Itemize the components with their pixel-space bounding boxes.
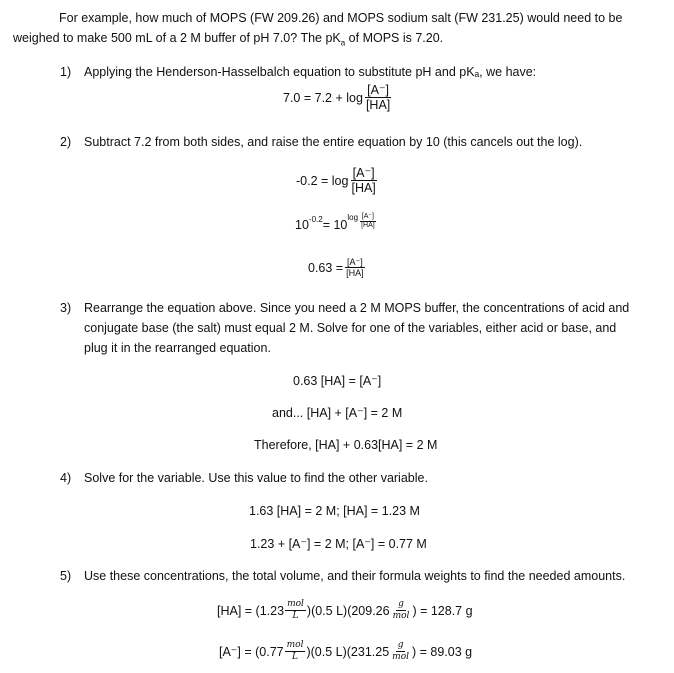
e3-numerator: [A⁻]: [361, 213, 375, 220]
f1-c: ) = 128.7 g: [412, 603, 473, 618]
hh-left: 7.0 = 7.2 + log: [283, 90, 363, 105]
f2-g: g: [397, 640, 404, 650]
step-3-line-1: Rearrange the equation above. Since you need a 2 M MOPS buffer, the concentrations of acid and: [84, 301, 630, 315]
mass-ha-equation: [217, 599, 473, 622]
f2-mol: mol: [286, 640, 304, 650]
step-5-number: 5): [60, 569, 72, 583]
e3-log-exponent: [347, 213, 377, 230]
step-3-number: 3): [60, 301, 72, 315]
f2-b: )(0.5 L)(231.25: [306, 644, 390, 659]
step-1-number: 1): [60, 65, 72, 79]
step-2-number: 2): [60, 135, 72, 149]
e3-base: 10: [295, 217, 309, 232]
f1-mol-2: mol: [392, 611, 410, 621]
intro-line-2: [13, 31, 443, 48]
f1-unit-2: [391, 599, 412, 622]
f2-mol-2: mol: [392, 652, 409, 662]
equation-ha-value: 1.63 [HA] = 2 M; [HA] = 1.23 M: [249, 504, 420, 518]
intro-line-1: For example, how much of MOPS (FW 209.26) and MOPS sodium salt (FW 231.25) would need to be: [59, 11, 623, 25]
e3-denominator: [HA]: [361, 222, 375, 229]
f1-mol: mol: [287, 599, 304, 609]
e2-numerator: [A⁻]: [352, 166, 375, 180]
hh-numerator: [A⁻]: [367, 83, 390, 97]
e2-fraction: [349, 166, 377, 195]
f2-unit-1: [285, 640, 306, 663]
e4-numerator: [A⁻]: [346, 257, 363, 267]
pka-subscript: a: [340, 38, 346, 48]
equation-ha-a: 0.63 [HA] = [A⁻]: [293, 374, 382, 388]
equation-therefore: Therefore, [HA] + 0.63[HA] = 2 M: [254, 438, 438, 452]
intro-line-2-text: weighed to make 500 mL of a 2 M buffer of pH 7.0? The pK: [13, 31, 341, 45]
equation-log: [296, 166, 379, 195]
equation-ratio: [308, 257, 367, 278]
e3-fraction: [359, 213, 377, 230]
f1-unit-1: [285, 599, 306, 622]
step-4-number: 4): [60, 471, 72, 485]
step-3-line-2: conjugate base (the salt) must equal 2 M. Solve for one of the variables, either acid or base, and: [84, 321, 617, 335]
f1-L: L: [292, 611, 299, 621]
step-3-line-3: plug it in the rearranged equation.: [84, 341, 271, 355]
f1-g: g: [398, 599, 404, 609]
e3-log: log: [347, 213, 359, 222]
equation-exponent: [295, 213, 378, 233]
f1-b: )(0.5 L)(209.26: [306, 603, 390, 618]
f1-a: [HA] = (1.23: [217, 603, 285, 618]
e2-left: -0.2 = log: [296, 173, 349, 188]
e4-left: 0.63 =: [308, 260, 344, 275]
intro-line-2-end: of MOPS is 7.20.: [345, 31, 444, 45]
hh-fraction: [364, 83, 392, 112]
e3-mid: = 10: [322, 217, 348, 232]
equation-sum: and... [HA] + [A⁻] = 2 M: [272, 406, 403, 420]
hh-denominator: [HA]: [365, 98, 391, 112]
f2-c: ) = 89.03 g: [412, 644, 473, 659]
step-5-text: Use these concentrations, the total volume, and their formula weights to find the needed amounts.: [84, 569, 626, 583]
step-1-text: Applying the Henderson-Hasselbalch equation to substitute pH and pKₐ, we have:: [84, 65, 537, 79]
f2-unit-2: [390, 640, 411, 663]
e4-denominator: [HA]: [346, 268, 364, 278]
f2-a: [A⁻] = (0.77: [219, 645, 284, 659]
e2-denominator: [HA]: [351, 181, 376, 195]
mass-a-equation: [219, 640, 472, 663]
f2-L: L: [292, 652, 299, 662]
equation-a-value: 1.23 + [A⁻] = 2 M; [A⁻] = 0.77 M: [250, 537, 427, 551]
e3-exponent: -0.2: [308, 215, 323, 224]
step-2-text: Subtract 7.2 from both sides, and raise the entire equation by 10 (this cancels out the log).: [84, 135, 583, 149]
hh-equation: [283, 83, 393, 112]
step-4-text: Solve for the variable. Use this value to find the other variable.: [84, 471, 428, 485]
e4-fraction: [344, 257, 366, 278]
